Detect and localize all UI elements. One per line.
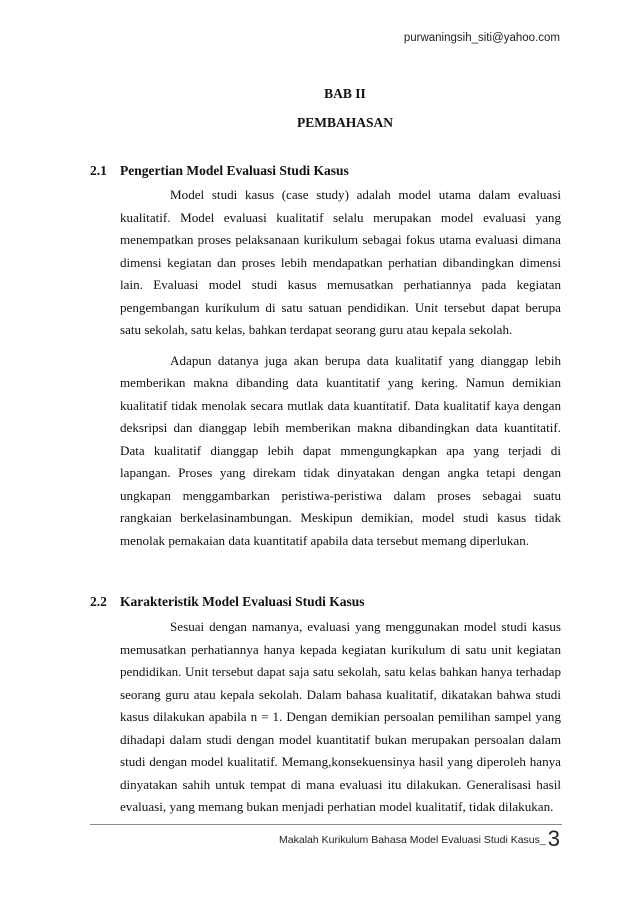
section-2-1-body: [120, 184, 561, 552]
chapter-title: PEMBAHASAN: [296, 115, 393, 130]
paragraph: Adapun datanya juga akan berupa data kualitatif yang dianggap lebih memberikan makna dibanding data kuantitatif yang kering. Namun demikian kualitatif tidak menolak secara mutlak data kuantitatif. Data kualitatif kaya dengan deksripsi dan dianggap lebih memberikan makna dibandingkan data kuantitatif. Data kualitatif dianggap lebih dapat mmengungkapkan apa yang terjadi di lapangan. Proses yang direkam tidak dinyatakan dengan angka tetapi dengan ungkapan menggambarkan peristiwa-peristiwa dalam proses sebagai suatu rangkaian berkelasinambungan. Meskipun demikian, model studi kasus tidak menolak pemakaian data kuantitatif apabila data tersebut memang diperlukan.: [120, 352, 561, 548]
header-email: purwaningsih_siti@yahoo.com: [403, 32, 560, 44]
section-heading-2-1: [90, 163, 349, 179]
paragraph: Model studi kasus (case study) adalah model utama dalam evaluasi kualitatif. Model evaluasi kualitatif selalu merupakan model evaluasi yang menempatkan proses pelaksanaan kurikulum sebagai fokus utama evaluasi dimana dimensi kegiatan dan proses lebih mendapatkan perhatian dibandingkan dimensi lain. Evaluasi model studi kasus memusatkan perhatiannya pada kegiatan pengembangan kurikulum di satu satuan pendidikan. Unit tersebut dapat berupa satu sekolah, satu kelas, bahkan terdapat seorang guru atau kepala sekolah.: [120, 187, 561, 337]
section-title: Karakteristik Model Evaluasi Studi Kasus: [120, 594, 365, 609]
chapter-number: BAB II: [324, 86, 366, 101]
page-number: 3: [547, 826, 560, 851]
section-2-2-body: [120, 616, 561, 819]
footer-divider: [90, 824, 562, 825]
section-title: Pengertian Model Evaluasi Studi Kasus: [120, 163, 349, 178]
section-heading-2-2: [90, 594, 365, 610]
paragraph: Sesuai dengan namanya, evaluasi yang menggunakan model studi kasus memusatkan perhatiannya hanya kepada kegiatan kurikulum di satu unit kegiatan pendidikan. Unit tersebut dapat saja satu sekolah, satu kelas bahkan hanya terhadap seorang guru atau kepala sekolah. Dalam bahasa kualitatif, dikatakan bahwa studi kasus dilakukan apabila n = 1. Dengan demikian persoalan pemilihan sampel yang dihadapi dalam studi dengan model kuantitatif bukan merupakan persoalan dalam studi dengan model kualitatif. Memang,konsekuensinya hasil yang diperoleh hanya dinyatakan sahih untuk tempat di mana evaluasi itu dilakukan. Generalisasi hasil evaluasi, yang memang bukan menjadi perhatian model kualitatif, tidak dilakukan.: [120, 619, 561, 814]
footer-title: Makalah Kurikulum Bahasa Model Evaluasi Studi Kasus: [279, 834, 540, 846]
footer: [279, 826, 560, 852]
footer-separator: _: [539, 834, 546, 846]
section-number: 2.1: [90, 163, 107, 178]
section-number: 2.2: [90, 594, 107, 609]
